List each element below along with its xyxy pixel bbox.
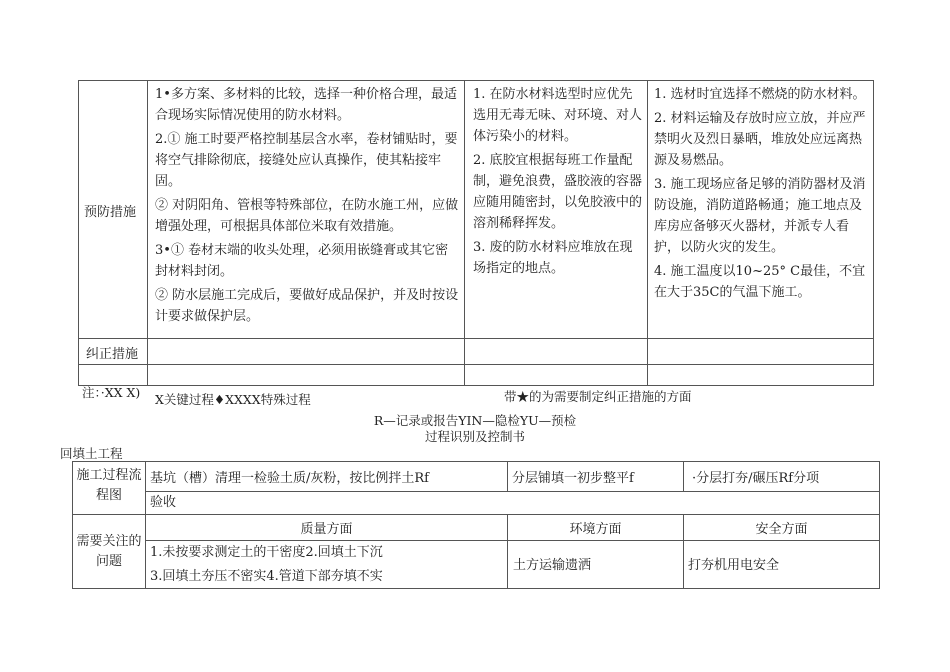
- table-border-right: [879, 461, 880, 589]
- list-item: 4. 施工温度以10~25° C最佳，不宜在大于35C的气温下施工。: [654, 264, 866, 300]
- list-item: ② 对阴阳角、管根等特殊部位，在防水施工州，应做增强处理，可根据具体部位米取有效措施。: [155, 198, 459, 234]
- table-border-top: [78, 80, 874, 81]
- safety-issue: 打夯机用电安全: [688, 558, 780, 573]
- flow-step: 基坑（槽）清理一检验土质/灰粉，按比例拌土Rf: [150, 471, 429, 486]
- table-border-bottom: [72, 588, 880, 589]
- header-environment: 环境方面: [569, 522, 622, 537]
- table-col-divider: [464, 80, 465, 386]
- flow-divider: [145, 491, 880, 492]
- list-item: 2.① 施工时要严格控制基层含水率，卷材铺贴时，要将空气排除彻底，接缝处应认真操作，使其粘接牢固。: [155, 132, 458, 189]
- table-border-left: [72, 461, 73, 589]
- header-divider: [145, 540, 880, 541]
- note-star: 带★的为需要制定纠正措施的方面: [504, 389, 692, 404]
- quality-issues-line: 3.回填土夯压不密实4.管道下部夯填不实: [150, 569, 383, 584]
- table-row-divider: [72, 514, 880, 515]
- row-label-prevent: 预防措施: [84, 205, 137, 220]
- header-quality: 质量方面: [300, 522, 353, 537]
- list-item: 1. 在防水材料选型时应优先选用无毒无味、对环境、对人体污染小的材料。: [473, 87, 643, 144]
- environment-issue: 土方运输遗洒: [513, 558, 592, 573]
- flow-col-divider: [507, 461, 508, 492]
- prevent-quality-cell: [155, 84, 461, 330]
- record-legend: R—记录或报告YIN—隐检YU—预检: [373, 413, 577, 428]
- list-item: 3. 废的防水材料应堆放在现场指定的地点。: [473, 240, 633, 276]
- doc-title: 过程识别及控制书: [424, 429, 525, 444]
- flow-step: 验收: [150, 495, 177, 510]
- list-item: 1. 选材时宜选择不燃烧的防水材料。: [654, 87, 866, 102]
- flow-step: 分层铺填一初步整平f: [512, 471, 634, 486]
- flow-step: ·分层打夯/碾压Rf分项: [692, 471, 820, 486]
- list-item: 2. 底胶宜根据每班工作量配制，避免浪费，盛胶液的容器应随用随密封，以免胶液中的溶剂稀释挥发。: [473, 153, 643, 231]
- header-safety: 安全方面: [755, 522, 808, 537]
- list-item: 1•多方案、多材料的比较，选择一种价格合理，最适合现场实际情况使用的防水材料。: [155, 87, 457, 123]
- list-item: ② 防水层施工完成后，要做好成品保护，并及时按设计要求做保护层。: [155, 288, 459, 324]
- list-item: 3. 施工现场应备足够的消防器材及消防设施，消防道路畅通；施工地点及库房应备够灭火器材，并派专人看护，以防火灾的发生。: [654, 177, 866, 255]
- quality-issues-line: 1.未按要求测定土的干密度2.回填土下沉: [150, 545, 383, 560]
- table-border-top: [72, 461, 880, 462]
- list-item: 2. 材料运输及存放时应立放，并应严禁明火及烈日暴晒，堆放处应远离热源及易燃品。: [654, 111, 866, 168]
- note-prefix: 注：·XX X): [82, 386, 141, 400]
- prevent-safety-cell: [654, 84, 870, 306]
- table-border-bottom: [78, 385, 874, 386]
- table-col-divider: [647, 80, 648, 386]
- note-key: X关键过程♦XXXX特殊过程: [155, 392, 311, 407]
- table-border-left: [78, 80, 79, 386]
- issues-label: 需要关注的问题: [76, 534, 142, 569]
- row-label-correct: 纠正措施: [86, 347, 139, 362]
- flow-col-divider: [683, 461, 684, 492]
- table-row-divider: [78, 338, 874, 339]
- section-title: 回填土工程: [60, 446, 123, 461]
- table-row-divider: [78, 364, 874, 365]
- table-col-divider: [147, 80, 148, 386]
- prevent-env-cell: [473, 84, 643, 282]
- flow-label: 施工过程流程图: [76, 468, 142, 503]
- table-border-right: [873, 80, 874, 386]
- list-item: 3•① 卷材末端的收头处理，必须用嵌缝膏或其它密封材料封闭。: [155, 243, 449, 279]
